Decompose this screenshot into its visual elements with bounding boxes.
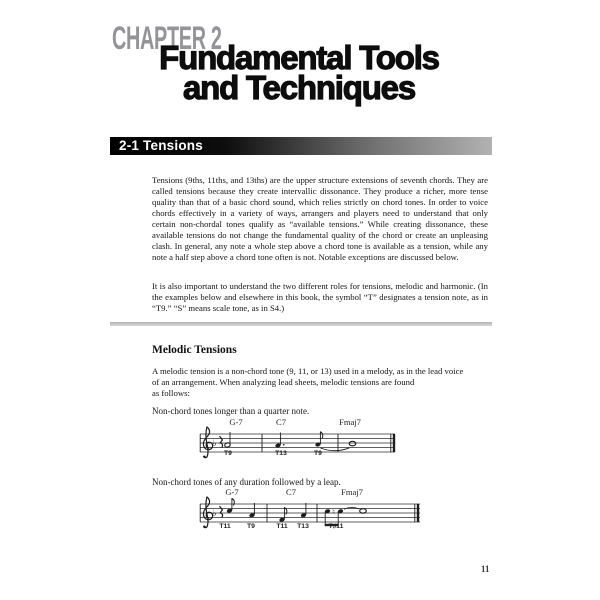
chord-symbol: G-7 (225, 487, 239, 497)
section-divider (110, 322, 492, 326)
tension-label: T11 (276, 523, 288, 530)
chord-symbol: Fmaj7 (339, 417, 361, 427)
tension-label: T9 (247, 523, 255, 530)
tension-label: T11 (219, 523, 231, 530)
staff-lines (200, 504, 420, 522)
page-title-line-1: Fundamental Tools (159, 39, 439, 76)
tension-label: T♯11 (328, 523, 344, 530)
eighth-note (226, 499, 234, 514)
whole-note (360, 509, 367, 514)
melodic-tensions-intro: A melodic tension is a non-chord tone (9, 11, or 13) used in a melody, as in the lead voice of an arrangement. When analyzing lead sheets, melodic tensions are found as follows: (152, 366, 464, 398)
music-staff-1 (198, 415, 398, 465)
flat-sign: ♭ (212, 439, 217, 449)
eighth-note (279, 508, 287, 523)
treble-clef (203, 497, 212, 528)
melodic-tensions-heading: Melodic Tensions (152, 344, 237, 356)
example-2-caption: Non-chord tones of any duration followed by a leap. (152, 477, 341, 487)
quarter-rest (220, 507, 223, 518)
tension-label: T13 (297, 523, 309, 530)
quarter-note (249, 503, 255, 518)
chord-symbol: C7 (286, 487, 296, 497)
chapter-label: CHAPTER 2 (112, 20, 222, 56)
page-number: 11 (481, 564, 490, 574)
section-banner-label: 2-1 Tensions (119, 138, 203, 153)
final-thick-barline (393, 434, 395, 452)
quarter-note (300, 503, 306, 518)
chord-symbol: Fmaj7 (341, 487, 363, 497)
chord-symbol: G-7 (229, 417, 243, 427)
example-1-caption: Non-chord tones longer than a quarter note. (152, 406, 310, 416)
paragraph-tensions-2: It is also important to understand the two different roles for tensions, melodic and harmonic. (In the examples below and elsewhere in this book, the symbol “T” designates a tension note, as in “T9.” “S” means scale tone, as in S4.) (152, 281, 488, 313)
tension-label: T9 (224, 450, 232, 457)
tie (321, 448, 350, 451)
quarter-rest (220, 437, 223, 448)
tension-label: T13 (275, 450, 287, 457)
paragraph-tensions-1: Tensions (9ths, 11ths, and 13ths) are the upper structure extensions of seventh chords. They are called tensions because they create intervallic dissonance. They produce a richer, more tense quality than that of a basic chord sound, which relies strictly on chord tones. In order to voice chords effectively in a variety of ways, arrangers and players need to understand that only certain non-chordal tones qualify as “available tensions.” While creating dissonance, these available tensions do not change the fundamental quality of the chord or create an unpleasing clash. In general, any note a whole step above a chord tone is available as a tension, while any note a half step above a chord tone often is not. Notable exceptions are discussed below. (152, 175, 488, 262)
chord-symbol: C7 (276, 417, 286, 427)
dotted-quarter-note (275, 433, 285, 449)
flat-sign: ♭ (212, 509, 217, 519)
whole-note (349, 441, 356, 446)
tension-label: T9 (314, 450, 322, 457)
treble-clef (203, 427, 212, 458)
page-title-line-2: and Techniques (183, 69, 415, 106)
final-thick-barline (417, 504, 419, 522)
page-title (103, 39, 495, 106)
section-banner (110, 137, 492, 155)
natural-sign: ♮ (332, 507, 335, 517)
